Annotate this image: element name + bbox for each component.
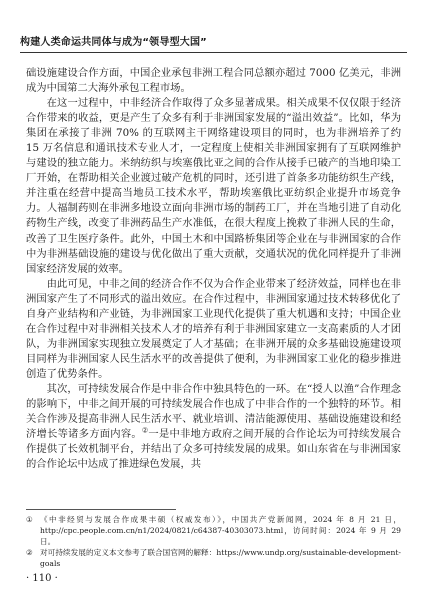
footnote-text: 《中非经贸与发展合作成果丰硕（权威发布）》，中国共产党新闻网，2024 年 8 月 21 日，http://cpc.people.com.cn/n1/2024/0821/c64387-40303073.html，访问时间：2024 年 9 月 29 日。 xyxy=(40,515,401,546)
body-paragraph: 在这一过程中，中非经济合作取得了众多显著成果。相关成果不仅仅限于经济合作带来的收益，更是产生了众多有利于非洲国家发展的“溢出效益”。比如，华为集团在承接了非洲 70% 的互联网主干网络建设项目的同时，也为非洲培养了约 15 万名信息和通讯技术专业人才，一定程度上使相关非洲国家拥有了互联网维护与建设的独立能力。米纳纺织与埃塞俄比亚之间的合作从接手已破产的当地印染工厂开始，在帮助相关企业渡过破产危机的同时，还引进了首条多功能纺织生产线，并注重在经营中提高当地员工技术水平，帮助埃塞俄比亚纺织企业提升市场竞争力。人福制药则在非洲多地设立面向非洲市场的制药工厂，并在当地引进了自动化药物生产线，改变了非洲药品生产水准低，在很大程度上挽救了非洲人民的生命，改善了卫生医疗条件。此外，中国土木和中国路桥集团等企业在与非洲国家的合作中为非洲基础设施的建设与优化做出了重大贡献，交通状况的优化同样提升了非洲国家经济发展的效率。 xyxy=(26,97,401,275)
footnotes xyxy=(26,514,401,569)
body-paragraph: 由此可见，中非之间的经济合作不仅为合作企业带来了经济效益，同样也在非洲国家产生了不同形式的溢出效应。在合作过程中，非洲国家通过技术转移优化了自身产业结构和产业链，为非洲国家工业现代化提供了重大机遇和支持；中国企业在合作过程中对非洲相关技术人才的培养有利于非洲国家建立一支高素质的人才团队，为非洲国家实现独立发展奠定了人才基础；在非洲开展的众多基础设施建设项目同样为非洲国家人民生活水平的改善提供了便利，为非洲国家工业化的稳步推进创造了优势条件。 xyxy=(26,277,401,380)
footnote xyxy=(26,547,401,569)
header-divider xyxy=(20,52,407,53)
body-paragraph xyxy=(26,382,401,472)
footnote-divider xyxy=(26,509,176,510)
footnote-text: 对可持续发展的定义本文参考了联合国官网的解释：https://www.undp.org/sustainable-development-goals xyxy=(40,548,401,568)
page-number: · 110 · xyxy=(26,573,58,584)
body-text xyxy=(26,66,401,472)
paragraph-text: 一是中非地方政府之间开展的合作论坛为可持续发展合作提供了长效机制平台，并结出了众多可持续发展的成果。如山东省在与非洲国家的合作论坛中达成了推进绿色发展，共 xyxy=(26,428,402,471)
body-paragraph: 础设施建设合作方面，中国企业承包非洲工程合同总额亦超过 7000 亿美元，非洲成为中国第二大海外承包工程市场。 xyxy=(26,67,401,95)
paragraph-text: 其次，可持续发展合作是中非合作中独具特色的一环。在“授人以渔”合作理念的影响下，中非之间开展的可持续发展合作也成了中非合作的一个独特的环节。相关合作涉及提高非洲人民生活水平、就业培训、清洁能源使用、基础设施建设和经济增长等诸多方面内容。 xyxy=(26,382,401,441)
footnote-ref: ② xyxy=(141,426,149,435)
footnote-mark: ② xyxy=(26,548,33,557)
running-header: 构建人类命运共同体与成为“领导型大国” xyxy=(20,37,207,48)
footnote-mark: ① xyxy=(26,515,33,524)
footnote xyxy=(26,514,401,547)
